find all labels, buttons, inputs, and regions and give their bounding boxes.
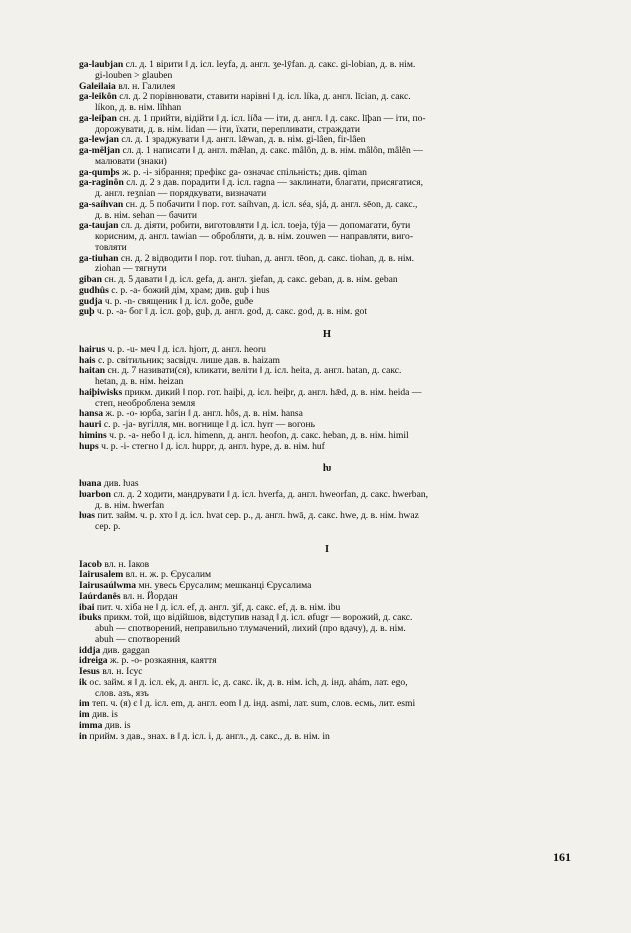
headword: idreiga — [79, 655, 108, 667]
headword: iddja — [79, 644, 101, 656]
entry-text: див. is — [92, 709, 118, 720]
dictionary-entry — [79, 178, 575, 200]
entry-text: сл. д. діяти, робити, виготовляти ‖ д. ісл. toeja, týja — допомагати, бути — [120, 220, 411, 232]
dictionary-entry — [79, 699, 575, 710]
entry-text: abuh — спотворений — [95, 633, 181, 645]
entry-text: слов. азъ, язъ — [95, 687, 149, 699]
headword: haiþiwisks — [79, 386, 123, 398]
entry-text: сл. д. 2 ходити, мандрувати ‖ д. ісл. hverfa, д. англ. hweorfan, д. сакс. hwerban, — [113, 488, 429, 500]
dictionary-entry — [79, 221, 575, 253]
entry-text: див. ƕas — [103, 478, 139, 489]
entry-text: hetan, д. в. нім. heizan — [95, 376, 184, 387]
headword: ga-leikôn — [79, 91, 117, 103]
headword: hauri — [79, 419, 102, 430]
dictionary-entry — [79, 254, 575, 276]
dictionary-entry — [79, 678, 575, 700]
entry-text: пит. займ. ч. р. хто ‖ д. ісл. hvat сер. р., д. англ. hwā, д. сакс. hwe, д. в. нім. hwaz — [97, 510, 419, 522]
headword: hais — [79, 354, 96, 366]
entry-text: ч. р. -a- бог ‖ д. ісл. goþ, guþ, д. англ. god, д. сакс. god, д. в. нім. got — [96, 306, 367, 318]
entry-text: сн. д. 7 називати(ся), кликати, веліти ‖ д. ісл. heita, д. англ. hatan, д. сакс. — [107, 365, 402, 377]
dictionary-entry — [79, 613, 575, 645]
entry-text: малювати (знаки) — [95, 155, 167, 167]
entry-text: прийм. з дав., знах. в ‖ д. ісл. i, д. англ., д. сакс., д. в. нім. in — [89, 730, 330, 742]
dictionary-entry — [79, 442, 575, 453]
entry-text: gi-louben > glauben — [95, 69, 173, 81]
headword: in — [79, 730, 88, 742]
headword: Iacob — [79, 558, 102, 570]
dictionary-entry — [79, 92, 575, 114]
headword: ga-qumþs — [79, 166, 120, 178]
entry-text: теп. ч. (я) є ‖ д. ісл. em, д. англ. eom ‖ д. інд. asmi, лат. sum, слов. есмь, лит. esmi — [92, 698, 416, 710]
headword: Iesus — [79, 666, 100, 677]
entry-text: див. is — [104, 719, 131, 731]
entry-text: abuh — спотворений, неправильно тлумачений, лихий (про вдачу), д. в. нім. — [95, 623, 406, 634]
entry-text: ж. р. -o- розкаяння, каяття — [110, 655, 217, 667]
headword: ƕas — [79, 510, 96, 522]
entry-text: вл. н. Галилея — [118, 80, 176, 92]
headword: ga-tiuhan — [79, 252, 119, 264]
entry-text: с. р. -a- божий дім, храм; див. guþ і hus — [111, 284, 270, 296]
entry-text: вл. н. Ісус — [102, 666, 143, 677]
headword: ga-leiþan — [79, 112, 117, 124]
headword: ga-laubjan — [79, 59, 124, 70]
entry-text: сн. д. 2 відводити ‖ пор. гот. tiuhan, д. англ. tēon, д. сакс. tiohan, д. в. нім. — [120, 252, 415, 264]
dictionary-entry — [79, 307, 575, 318]
entry-text: сер. р. — [95, 521, 121, 532]
headword: ik — [79, 676, 88, 688]
entry-text: вл. н. ж. р. Єрусалим — [125, 569, 212, 581]
entry-text: прикм. дикий ‖ пор. гот. haiþi, д. ісл. heiþr, д. англ. hǣd, д. в. нім. heida — — [124, 386, 422, 398]
headword: himins — [79, 429, 107, 441]
entry-text: прикм. той, що відійшов, відступив назад ‖ д. ісл. øfugr — ворожий, д. сакс. — [103, 612, 413, 624]
entry-text: ч. р. -n- священик ‖ д. ісл. goðe, guðe — [104, 295, 254, 307]
headword: ibuks — [79, 612, 102, 624]
dictionary-entry — [79, 200, 575, 222]
entry-text: ос. займ. я ‖ д. ісл. ek, д. англ. ic, д. сакс. ik, д. в. нім. ich, д. інд. ahám, лат. ego, — [89, 676, 408, 688]
entry-text: товляти — [95, 241, 127, 253]
entry-text: д. в. нім. sehan — бачити — [95, 209, 197, 221]
headword: ga-raginôn — [79, 177, 124, 189]
headword: guþ — [79, 306, 95, 318]
entry-text: д. в. нім. hwerfan — [95, 499, 165, 511]
entry-text: сл. д. 1 вірити ‖ д. ісл. leyfa, д. англ. ʒe-lȳfan. д. сакс. gi-lobian, д. в. нім. — [125, 59, 416, 70]
headword: Iairusalem — [79, 569, 124, 581]
headword: ga-taujan — [79, 220, 119, 232]
headword: im — [79, 709, 90, 720]
dictionary-entry — [79, 732, 575, 743]
entry-text: ч. р. -u- меч ‖ д. ісл. hjorr, д. англ. heoru — [107, 343, 266, 355]
headword: Galeilaia — [79, 80, 116, 92]
entry-text: ж. р. -o- юрба, загін ‖ д. англ. hôs, д. в. нім. hansa — [105, 408, 303, 420]
page-number: 161 — [553, 850, 571, 864]
dictionary-entry — [79, 388, 575, 410]
headword: ƕarbon — [79, 488, 112, 500]
dictionary-entry — [79, 656, 575, 667]
headword: Iaúrdanês — [79, 590, 121, 602]
section-letter: I — [324, 543, 330, 555]
headword: gudhûs — [79, 284, 109, 296]
headword: giban — [79, 274, 102, 285]
entry-text: сн. д. 5 давати ‖ д. ісл. gefa, д. англ. ʒiefan, д. сакс. geban, д. в. нім. geban — [104, 274, 398, 285]
entry-text: сл. д. 2 порівнювати, ставити нарівні ‖ д. ісл. líka, д. англ. līcian, д. сакс. — [119, 91, 411, 103]
entry-text: сл. д. 2 з дав. порадити ‖ д. ісл. ragna — заклинати, благати, присягатися, — [126, 177, 423, 189]
entry-text: див. gaggan — [102, 644, 150, 656]
section-letter: H — [322, 329, 332, 340]
headword: ibai — [79, 601, 95, 613]
entry-text: вл. н. Йордан — [123, 590, 178, 602]
headword: Iairusaúlwma — [79, 580, 137, 591]
entry-text: сн. д. 5 побачити ‖ пор. гот. saíhvan, д. ісл. séa, sjá, д. англ. sēon, д. сакс., — [125, 198, 418, 210]
entry-text: мн. увесь Єрусалим; мешканці Єрусалима — [138, 580, 312, 591]
dictionary-entry — [79, 710, 575, 721]
entry-text: ч. р. -a- небо ‖ д. ісл. himenn, д. англ. heofon, д. сакс. heban, д. в. нім. himil — [109, 429, 409, 441]
entry-text: líkon, д. в. нім. lîhhan — [95, 102, 182, 113]
headword: imma — [79, 719, 103, 731]
entry-text: сн. д. 1 прийти, відійти ‖ д. ісл. líða — іти, д. англ. ‖ д. сакс. līþan — іти, по- — [119, 112, 426, 124]
entry-text: корисним, д. англ. tawian — обробляти, д. в. нім. zouwen — направляти, виго- — [95, 231, 414, 242]
headword: gudja — [79, 295, 103, 307]
entry-text: ж. р. -i- зібрання; префікс ga- означає спільність; див. qiman — [121, 166, 367, 178]
headword: ga-lewjan — [79, 134, 119, 146]
headword: ƕana — [79, 478, 102, 489]
headword: hups — [79, 440, 99, 452]
entry-text: дорожувати, д. в. нім. lidan — іти, їхати, перепливати, страждати — [95, 123, 361, 135]
entry-text: сл. д. 1 зраджувати ‖ д. англ. lǣwan, д. в. нім. gi-lâen, fir-lâen — [121, 134, 366, 146]
entry-text: с. р. -ja- вугілля, мн. вогнище ‖ д. ісл. hyrr — вогонь — [103, 419, 315, 430]
headword: hansa — [79, 408, 103, 420]
dictionary-column — [79, 60, 575, 742]
entry-text: с. р. світильник; засвідч. лише дав. в. haizam — [97, 354, 281, 366]
dictionary-entry — [79, 366, 575, 388]
headword: ga-mêljan — [79, 145, 121, 156]
entry-text: ziohan — тягнути — [95, 263, 167, 275]
entry-text: вл. н. Іаков — [104, 558, 150, 570]
entry-text: пит. ч. хіба не ‖ д. ісл. ef, д. англ. ʒif, д. сакс. ef, д. в. нім. ibu — [96, 601, 341, 613]
dictionary-entry — [79, 60, 575, 82]
dictionary-entry — [79, 490, 575, 512]
entry-text: ч. р. -i- стегно ‖ д. ісл. huppr, д. англ. hype, д. в. нім. huf — [101, 440, 325, 452]
dictionary-entry — [79, 511, 575, 533]
headword: hairus — [79, 343, 106, 355]
entry-text: степ, необроблена земля — [95, 397, 196, 409]
headword: haitan — [79, 365, 106, 377]
entry-text: сл. д. 1 написати ‖ д. англ. mǣlan, д. сакс. mâlôn, д. в. нім. mâlôn, mâlên — — [122, 145, 423, 156]
headword: ga-saíhvan — [79, 198, 124, 210]
headword: im — [79, 698, 90, 710]
section-letter: ƕ — [322, 463, 332, 475]
dictionary-entry — [79, 146, 575, 168]
dictionary-entry — [79, 114, 575, 136]
entry-text: д. англ. reʒnian — порядкувати, визначати — [95, 188, 267, 199]
